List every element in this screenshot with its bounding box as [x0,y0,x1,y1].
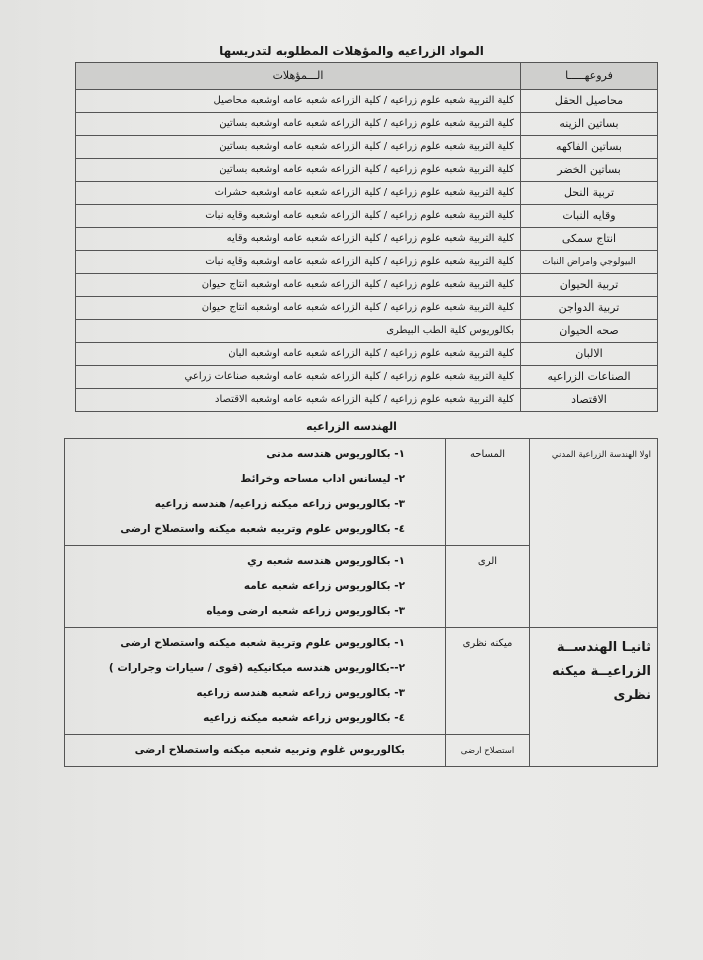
qualification-item: ٢- ليسانس اداب مساحه وخرائط [240,473,405,485]
qualification-cell: كلية التربية شعبه علوم زراعيه / كلية الزراعه شعبه عامه اوشعبه وقايه نبات [76,251,521,274]
table-row [76,366,658,389]
table-row [76,297,658,320]
branch-cell: تربية الدواجن [521,297,658,320]
header-branch: فروعهـــــا [521,63,658,90]
qualification-cell: كلية التربية شعبه علوم زراعيه / كلية الزراعه شعبه عامه اوشعبه وقايه نبات [76,205,521,228]
branch-cell: الصناعات الزراعيه [521,366,658,389]
branch-cell: بساتين الفاكهه [521,136,658,159]
branch-cell: محاصيل الحقل [521,90,658,113]
table-header-row [76,63,658,90]
qualification-item: ٤- بكالوريوس زراعه شعبه ميكنه زراعيه [203,712,405,724]
qualification-item: ١- بكالوريوس علوم وتربية شعبه ميكنه واستصلاح ارضى [120,637,405,649]
branch-cell: وقايه النبات [521,205,658,228]
qualification-cell: كلية التربية شعبه علوم زراعيه / كلية الزراعه شعبه عامه اوشعبه بساتين [76,113,521,136]
branch-cell: تربية النحل [521,182,658,205]
table-row [65,628,658,735]
qualification-cell: كلية التربية شعبه علوم زراعيه / كلية الزراعه شعبه عامه اوشعبه الاقتصاد [76,389,521,412]
qualification-list [65,628,446,735]
table-row [76,182,658,205]
section-title-engineering: الهندسه الزراعيه [306,420,397,433]
header-qualifications: الـــمؤهلات [76,63,521,90]
qualification-cell: كلية التربية شعبه علوم زراعيه / كلية الزراعه شعبه عامه اوشعبه بساتين [76,136,521,159]
sub-branch: الرى [446,546,530,628]
table-row [76,274,658,297]
document-title: المواد الزراعيه والمؤهلات المطلوبه لتدريسها [219,44,484,58]
table-row [76,136,658,159]
table-row [76,320,658,343]
qualification-cell: كلية التربية شعبه علوم زراعيه / كلية الزراعه شعبه عامه اوشعبه صناعات زراعي [76,366,521,389]
table-row [76,251,658,274]
qualification-item: ١- بكالوريوس هندسه شعبه ري [247,555,405,567]
sub-branch: استصلاح ارضى [446,735,530,767]
qualification-cell: كلية التربية شعبه علوم زراعيه / كلية الزراعه شعبه عامه اوشعبه وقايه [76,228,521,251]
qualification-item: ٢- بكالوريوس زراعه شعبه عامه [243,580,405,592]
table-row [76,389,658,412]
qualification-item: ٣- بكالوريوس زراعه ميكنه زراعيه/ هندسه زراعيه [154,498,405,510]
subjects-qualifications-table [75,62,658,412]
qualification-cell: كلية التربية شعبه علوم زراعيه / كلية الزراعه شعبه عامه اوشعبه انتاج حيوان [76,297,521,320]
qualification-cell: بكالوريوس كلية الطب البيطرى [76,320,521,343]
qualification-item: ٢--بكالوريوس هندسه ميكانيكيه (قوى / سيارات وجرارات ) [108,662,405,674]
table-row [76,159,658,182]
qualification-cell: كلية التربية شعبه علوم زراعيه / كلية الزراعه شعبه عامه اوشعبه البان [76,343,521,366]
qualification-item: ١- بكالوريوس هندسه مدنى [266,448,405,460]
qualification-list [65,546,446,628]
table-row [65,439,658,546]
table-row [76,205,658,228]
qualification-item: ٣- بكالوريوس زراعه شعبه ارضى ومياه [206,605,405,617]
table-row [76,113,658,136]
table-row [76,228,658,251]
qualification-item: بكالوريوس غلوم وتربيه شعبه ميكنه واستصلاح ارضى [134,744,405,756]
category-mechanization: ثانيـا الهندســة الزراعيــة ميكنه نظرى [530,628,658,767]
sub-branch: المساحه [446,439,530,546]
engineering-table [64,438,658,767]
qualification-cell: كلية التربية شعبه علوم زراعيه / كلية الزراعه شعبه عامه اوشعبه محاصيل [76,90,521,113]
table-row [76,343,658,366]
branch-cell: صحه الحيوان [521,320,658,343]
qualification-cell: كلية التربية شعبه علوم زراعيه / كلية الزراعه شعبه عامه اوشعبه بساتين [76,159,521,182]
qualification-item: ٣- بكالوريوس زراعه شعبه هندسه زراعيه [196,687,405,699]
branch-cell: الاقتصاد [521,389,658,412]
qualification-list [65,439,446,546]
qualification-cell: كلية التربية شعبه علوم زراعيه / كلية الزراعه شعبه عامه اوشعبه انتاج حيوان [76,274,521,297]
sub-branch: ميكنه نظرى [446,628,530,735]
branch-cell: الالبان [521,343,658,366]
table-row [76,90,658,113]
branch-cell: تربية الحيوان [521,274,658,297]
qualification-list [65,735,446,767]
qualification-cell: كلية التربية شعبه علوم زراعيه / كلية الزراعه شعبه عامه اوشعبه حشرات [76,182,521,205]
branch-cell: انتاج سمكى [521,228,658,251]
branch-cell: بساتين الخضر [521,159,658,182]
branch-cell: البيولوجي وامراض النبات [521,251,658,274]
qualification-item: ٤- بكالوريوس علوم وتربيه شعبه ميكنه واستصلاح ارضى [120,523,405,535]
branch-cell: بساتين الزينه [521,113,658,136]
category-civil: اولا الهندسة الزراعية المدني [530,439,658,628]
